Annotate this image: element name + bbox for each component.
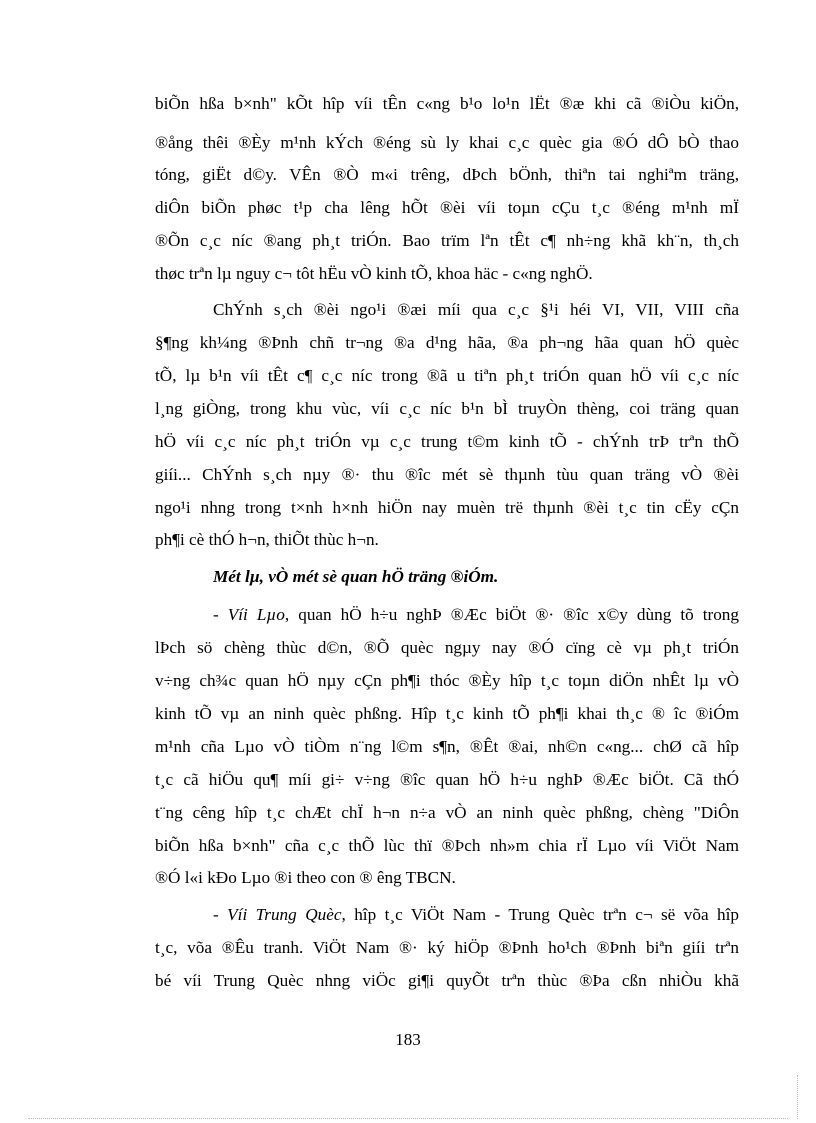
paragraph-line: ngo¹i nhng trong t×nh h×nh hiÖn nay muèn trë thµnh ®èi t¸c tin cËy cÇn: [155, 498, 739, 517]
lead-rest-china: , hîp t¸c ViÖt Nam - Trung Quèc trªn c¬ së võa hîp: [341, 905, 739, 924]
paragraph-line: tóng, giËt d©y. VÊn ®Ò m«i trêng, dÞch bÖnh, thiªn tai nghiªm träng,: [155, 165, 739, 184]
paragraph-line: ®Ó l«i kÐo Lµo ®i theo con ® êng TBCN.: [155, 868, 456, 887]
paragraph-line: diÔn biÕn phøc t¹p cha lêng hÕt ®èi víi toµn cÇu t¸c ®éng m¹nh mÏ: [155, 198, 739, 217]
paragraph-line: §¶ng kh¼ng ®Þnh chñ tr¬ng ®a d¹ng hãa, ®a ph¬ng hãa quan hÖ quèc: [155, 333, 739, 352]
page-border-right: [797, 1075, 798, 1119]
section-heading: Mét lµ, vÒ mét sè quan hÖ träng ®iÓm.: [213, 567, 499, 586]
paragraph-line: hÖ víi c¸c níc ph¸t triÓn vµ c¸c trung t©m kinh tÕ - chÝnh trÞ trªn thÕ: [155, 432, 739, 451]
paragraph-line: giíi... ChÝnh s¸ch nµy ®· thu ®îc mét sè thµnh tùu quan träng vÒ ®èi: [155, 465, 739, 484]
paragraph-line-china: [213, 905, 739, 925]
paragraph-line: t¨ng cêng hîp t¸c chÆt chÏ h¬n n÷a vÒ an ninh quèc phßng, chèng "DiÔn: [155, 803, 739, 822]
paragraph-line: kinh tÕ vµ an ninh quèc phßng. Hîp t¸c kinh tÕ ph¶i khai th¸c ® îc ®iÓm: [155, 704, 739, 723]
paragraph-line: ChÝnh s¸ch ®èi ngo¹i ®æi míi qua c¸c §¹i héi VI, VII, VIII cña: [213, 300, 739, 319]
paragraph-line: bé víi Trung Quèc nhng viÖc gi¶i quyÕt trªn thùc ®Þa cßn nhiÒu khã: [155, 971, 739, 990]
paragraph-line: ®ång thêi ®Èy m¹nh kÝch ®éng sù ly khai c¸c quèc gia ®Ó dÔ bÒ thao: [155, 133, 739, 152]
paragraph-line: biÕn hßa b×nh" kÕt hîp víi tÊn c«ng b¹o lo¹n lËt ®æ khi cã ®iÒu kiÖn,: [155, 94, 739, 113]
paragraph-line: l¸ng giÒng, trong khu vùc, víi c¸c níc b¹n bÌ truyÒn thèng, coi träng quan: [155, 399, 739, 418]
paragraph-line: t¸c, võa ®Êu tranh. ViÖt Nam ®· ký hiÖp ®Þnh ho¹ch ®Þnh biªn giíi trªn: [155, 938, 739, 957]
lead-phrase-china: Víi Trung Quèc: [227, 905, 342, 924]
paragraph-line: tÕ, lµ b¹n víi tÊt c¶ c¸c níc trong ®ã u tiªn ph¸t triÓn quan hÖ víi c¸c níc: [155, 366, 739, 385]
paragraph-line: lÞch sö chèng thùc d©n, ®Õ quèc ngµy nay ®Ó cïng cè vµ ph¸t triÓn: [155, 638, 739, 657]
paragraph-line: m¹nh cña Lµo vÒ tiÒm n¨ng l©m s¶n, ®Êt ®ai, nh©n c«ng... chØ cã hîp: [155, 737, 739, 756]
paragraph-line: v÷ng ch¾c quan hÖ nµy cÇn ph¶i thóc ®Èy hîp t¸c toµn diÖn nhÊt lµ vÒ: [155, 671, 739, 690]
paragraph-line: t¸c cã hiÖu qu¶ míi gi÷ v÷ng ®îc quan hÖ h÷u nghÞ ®Æc biÖt. Cã thÓ: [155, 770, 739, 789]
dash: -: [213, 905, 228, 924]
lead-rest-laos: , quan hÖ h÷u nghÞ ®Æc biÖt ®· ®îc x©y dùng tõ trong: [284, 605, 739, 624]
paragraph-line-laos: [213, 605, 739, 625]
paragraph-line: biÕn hßa b×nh" cña c¸c thÕ lùc thï ®Þch nh»m chia rÏ Lµo víi ViÖt Nam: [155, 836, 739, 855]
paragraph-line: thøc trªn lµ nguy c¬ tôt hËu vÒ kinh tÕ, khoa häc - c«ng nghÖ.: [155, 264, 593, 283]
lead-phrase-laos: Víi Lµo: [227, 605, 285, 624]
paragraph-line: ph¶i cè thÓ h¬n, thiÕt thùc h¬n.: [155, 530, 379, 549]
page-border-bottom: [28, 1118, 788, 1119]
paragraph-line: ®Õn c¸c níc ®ang ph¸t triÓn. Bao trïm lªn tÊt c¶ nh÷ng khã kh¨n, th¸ch: [155, 231, 739, 250]
dash: -: [213, 605, 228, 624]
page-number: 183: [395, 1030, 421, 1049]
